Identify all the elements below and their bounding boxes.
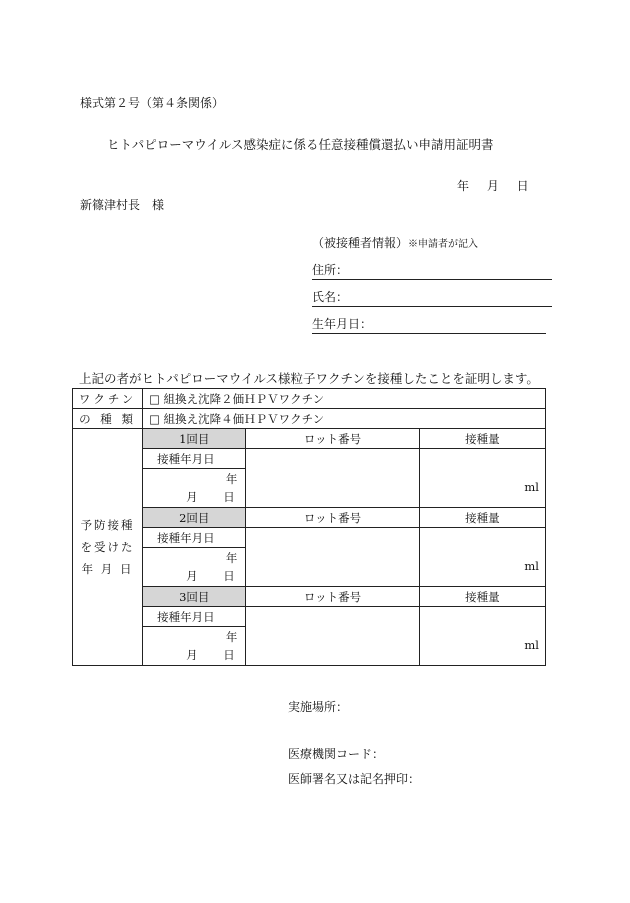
vaccination-date-label: 接種年月日 — [143, 607, 246, 627]
year-mark: 年 — [225, 630, 238, 644]
lot-number-header: ロット番号 — [246, 429, 419, 449]
dose-3-amount-cell[interactable] — [419, 627, 545, 666]
dose-amount-header: 接種量 — [419, 508, 545, 528]
dose-3-amount-cell-top[interactable] — [419, 607, 545, 627]
lot-number-header: ロット番号 — [246, 508, 419, 528]
dose-1-date-cell[interactable] — [143, 469, 246, 508]
name-field[interactable] — [312, 288, 552, 307]
vaccine-type-label-2: の 種 類 — [73, 409, 143, 429]
vaccinee-info-heading — [312, 234, 478, 251]
month-day-mark: 月 日 — [186, 569, 235, 583]
ml-unit: ml — [524, 479, 539, 494]
vaccination-date-side-label — [73, 429, 143, 666]
date-of-birth-field[interactable] — [312, 315, 546, 334]
vaccine-option-bivalent[interactable]: □ 組換え沈降２価ＨＰＶワクチン — [143, 389, 546, 409]
dose-1-lot-number-cell[interactable] — [246, 449, 419, 508]
vaccination-date-label: 接種年月日 — [143, 528, 246, 548]
dose-2-amount-cell[interactable] — [419, 548, 545, 587]
year-mark: 年 — [225, 551, 238, 565]
address-field[interactable] — [312, 261, 552, 280]
document-title: ヒトパピローマウイルス感染症に係る任意接種償還払い申請用証明書 — [107, 137, 494, 152]
ml-unit: ml — [524, 558, 539, 573]
address-label: 住所： — [312, 263, 349, 277]
dose-3-date-cell[interactable] — [143, 627, 246, 666]
month-day-mark: 月 日 — [186, 490, 235, 504]
month-day-mark: 月 日 — [186, 648, 235, 662]
ml-unit: ml — [524, 637, 539, 652]
facility-label: 実施場所： — [288, 700, 349, 714]
addressee: 新篠津村長 様 — [80, 198, 165, 212]
dose-2-amount-cell-top[interactable] — [419, 528, 545, 548]
dose-3-date-label-row — [73, 607, 546, 627]
year-mark: 年 — [225, 472, 238, 486]
dose-3-lot-number-cell[interactable] — [246, 607, 419, 666]
side-label-line: を受けた — [80, 540, 135, 554]
certification-statement: 上記の者がヒトパピローマウイルス様粒子ワクチンを接種したことを証明します。 — [79, 371, 539, 386]
date-of-birth-label: 生年月日： — [312, 317, 373, 331]
side-label-line: 年 月 日 — [81, 562, 134, 576]
doctor-signature-label: 医師署名又は記名押印： — [288, 772, 421, 786]
dose-3-header-row — [73, 587, 546, 607]
dose-2-lot-number-cell[interactable] — [246, 528, 419, 587]
vaccination-record-table — [72, 388, 546, 666]
dose-2-date-label-row — [73, 528, 546, 548]
dose-1-header-row — [73, 429, 546, 449]
form-number: 様式第２号（第４条関係） — [80, 96, 225, 110]
dose-1-label: 1回目 — [143, 429, 246, 449]
name-label: 氏名： — [312, 290, 349, 304]
dose-1-amount-cell[interactable] — [419, 469, 545, 508]
vaccination-date-label: 接種年月日 — [143, 449, 246, 469]
vaccine-type-row — [73, 389, 546, 409]
vaccinee-info-note: ※申請者が記入 — [408, 239, 479, 250]
lot-number-header: ロット番号 — [246, 587, 419, 607]
dose-amount-header: 接種量 — [419, 587, 545, 607]
vaccinee-info-heading-text: （被接種者情報） — [312, 236, 409, 250]
vaccine-type-label-1: ワクチン — [73, 389, 143, 409]
vaccine-type-row — [73, 409, 546, 429]
side-label-line: 予防接種 — [80, 518, 135, 532]
facility-code-label: 医療機関コード： — [288, 747, 385, 761]
dose-2-label: 2回目 — [143, 508, 246, 528]
vaccine-option-quadrivalent[interactable]: □ 組換え沈降４価ＨＰＶワクチン — [143, 409, 546, 429]
dose-1-amount-cell-top[interactable] — [419, 449, 545, 469]
issue-date-line: 年 月 日 — [457, 179, 529, 193]
dose-amount-header: 接種量 — [419, 429, 545, 449]
dose-2-header-row — [73, 508, 546, 528]
dose-2-date-cell[interactable] — [143, 548, 246, 587]
dose-3-label: 3回目 — [143, 587, 246, 607]
dose-1-date-label-row — [73, 449, 546, 469]
